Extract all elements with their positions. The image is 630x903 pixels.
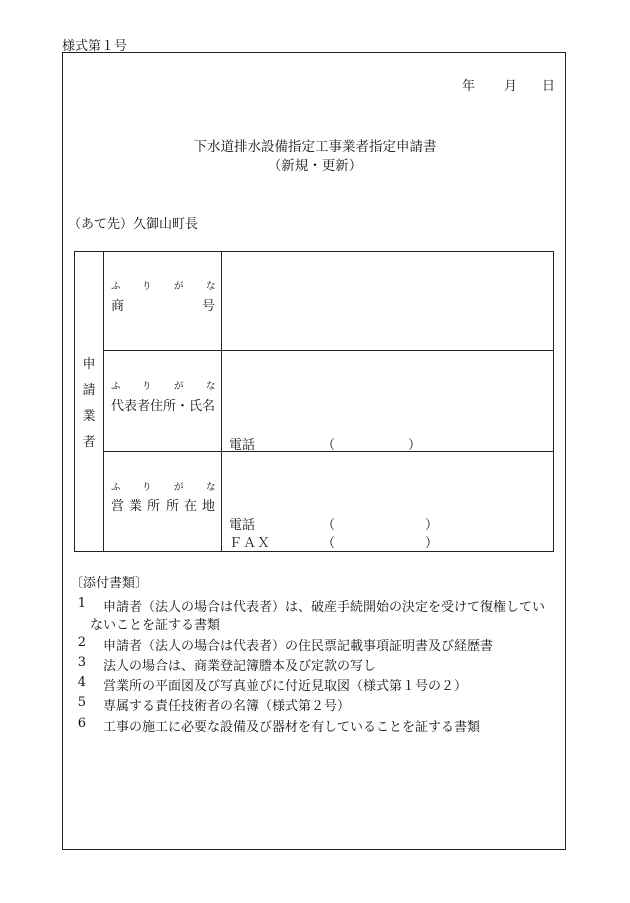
fax-label: ＦＡＸ xyxy=(229,536,272,551)
furigana-label: り xyxy=(142,281,152,292)
office-location-label: 所 xyxy=(147,499,161,514)
furigana-label: ふ xyxy=(111,281,121,292)
furigana-label: な xyxy=(206,381,216,392)
date-day-label: 日 xyxy=(542,79,556,94)
representative-label: 代表者住所・氏名 xyxy=(111,399,216,414)
phone-label: 電話 xyxy=(229,438,256,453)
applicant-side-label: 申 請 業 者 xyxy=(82,357,96,450)
office-location-label: 所 xyxy=(166,499,180,514)
phone-label: 電話 xyxy=(229,518,256,533)
furigana-label: り xyxy=(142,381,152,392)
furigana-label: ふ xyxy=(111,381,121,392)
table-divider xyxy=(221,252,222,551)
table-divider xyxy=(103,350,553,351)
trade-name-label: 商 xyxy=(111,299,125,314)
phone-paren-open: （ xyxy=(322,518,336,533)
furigana-label: な xyxy=(206,482,216,493)
furigana-label: が xyxy=(174,482,184,493)
date-month-label: 月 xyxy=(504,79,518,94)
addressee: （あて先）久御山町長 xyxy=(68,217,199,232)
form-number: 様式第１号 xyxy=(62,39,128,54)
document-subtitle: （新規・更新） xyxy=(267,158,363,174)
table-divider xyxy=(103,252,104,551)
furigana-label: が xyxy=(174,381,184,392)
office-location-label: 営 xyxy=(111,499,125,514)
trade-name-label: 号 xyxy=(202,299,216,314)
date-year-label: 年 xyxy=(462,79,476,94)
fax-paren-open: （ xyxy=(322,536,336,551)
phone-paren-close: ） xyxy=(408,438,422,453)
furigana-label: り xyxy=(142,482,152,493)
applicant-table xyxy=(74,251,554,552)
furigana-label: な xyxy=(206,281,216,292)
furigana-label: ふ xyxy=(111,482,121,493)
furigana-label: が xyxy=(174,281,184,292)
attachments-heading: 〔添付書類〕 xyxy=(70,576,149,591)
office-location-label: 地 xyxy=(202,499,216,514)
fax-paren-close: ） xyxy=(425,536,439,551)
phone-paren-open: （ xyxy=(322,438,336,453)
phone-paren-close: ） xyxy=(425,518,439,533)
list-item-continuation: ないことを証する書類 xyxy=(90,618,221,633)
office-location-label: 業 xyxy=(129,499,143,514)
office-location-label: 在 xyxy=(184,499,198,514)
document-title: 下水道排水設備指定工事業者指定申請書 xyxy=(193,139,437,155)
